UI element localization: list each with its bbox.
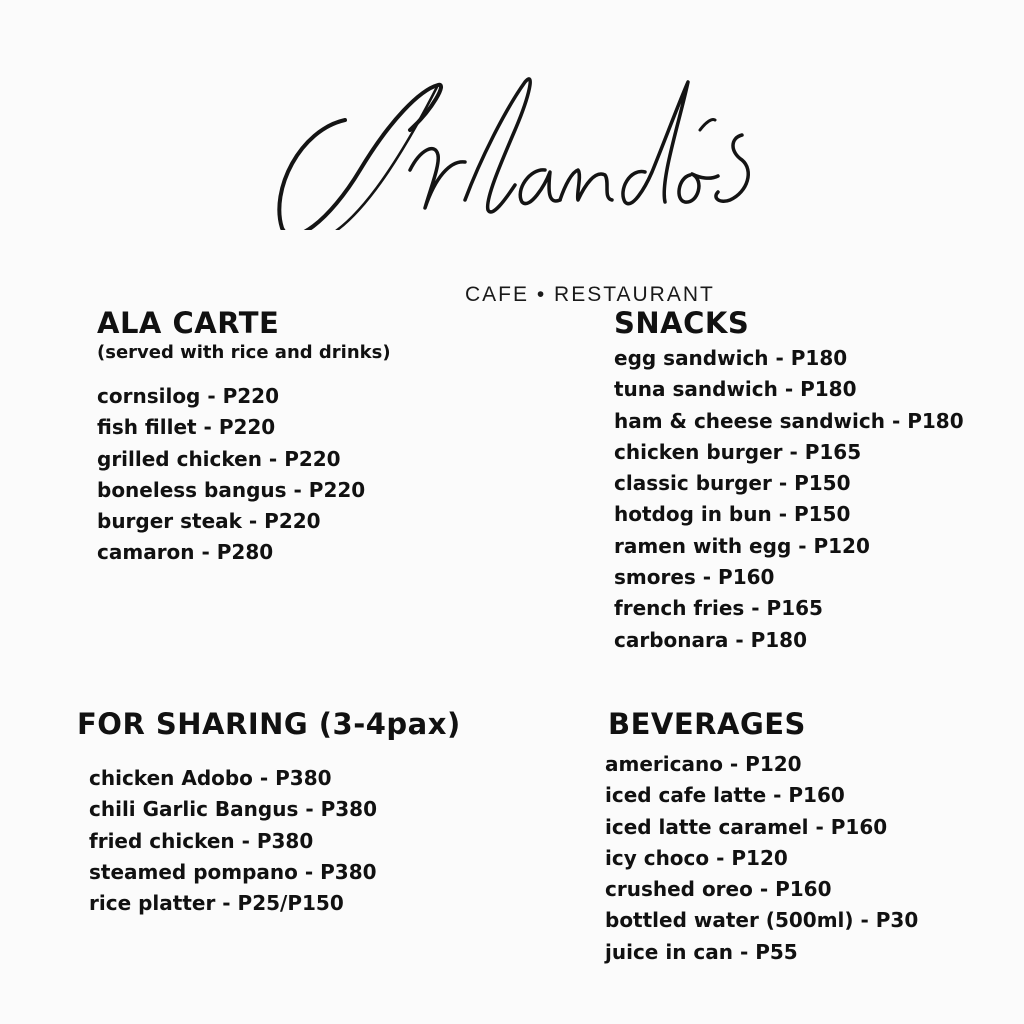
section-snacks [614,306,964,656]
section-title-beverages: BEVERAGES [608,707,806,741]
menu-item: bottled water (500ml) - P30 [605,908,919,933]
menu-item: fried chicken - P380 [89,828,314,853]
menu-item: iced latte caramel - P160 [605,814,888,839]
menu-item: iced cafe latte - P160 [605,783,845,808]
section-title-for-sharing: FOR SHARING (3-4pax) [77,707,461,741]
section-ala-carte [97,306,391,569]
menu-item: ham & cheese sandwich - P180 [614,408,964,433]
menu-item: fish fillet - P220 [97,415,276,440]
section-title-snacks: SNACKS [614,306,750,340]
logo-tagline: CAFE • RESTAURANT [465,283,715,306]
menu-item: grilled chicken - P220 [97,446,341,471]
menu-item: steamed pompano - P380 [89,859,377,884]
menu-item: french fries - P165 [614,596,823,621]
section-for-sharing [77,707,461,919]
menu-list-for-sharing [89,763,461,919]
menu-list-beverages [605,749,918,968]
menu-item: americano - P120 [605,752,802,776]
menu-item: icy choco - P120 [605,845,788,870]
menu-list-snacks [614,343,964,656]
menu-item: classic burger - P150 [614,471,851,496]
section-beverages [605,707,919,968]
menu-item: tuna sandwich - P180 [614,377,857,402]
restaurant-logo [260,60,780,306]
menu-item: smores - P160 [614,565,775,590]
menu-item: crushed oreo - P160 [605,877,832,902]
logo-script-wordmark [260,60,780,230]
menu-item: cornsilog - P220 [97,384,280,408]
menu-item: rice platter - P25/P150 [89,891,344,916]
menu-item: hotdog in bun - P150 [614,502,851,527]
section-title-ala-carte: ALA CARTE [97,306,280,340]
menu-item: chicken Adobo - P380 [89,766,332,790]
menu-item: boneless bangus - P220 [97,477,366,502]
section-note-ala-carte: (served with rice and drinks) [97,342,391,363]
menu-item: carbonara - P180 [614,627,807,652]
menu-item: egg sandwich - P180 [614,346,848,370]
menu-item: camaron - P280 [97,540,274,565]
menu-item: ramen with egg - P120 [614,533,870,558]
menu-list-ala-carte [97,381,391,569]
menu-item: burger steak - P220 [97,509,321,534]
menu-item: juice in can - P55 [605,939,798,964]
menu-item: chili Garlic Bangus - P380 [89,797,377,822]
menu-item: chicken burger - P165 [614,439,862,464]
